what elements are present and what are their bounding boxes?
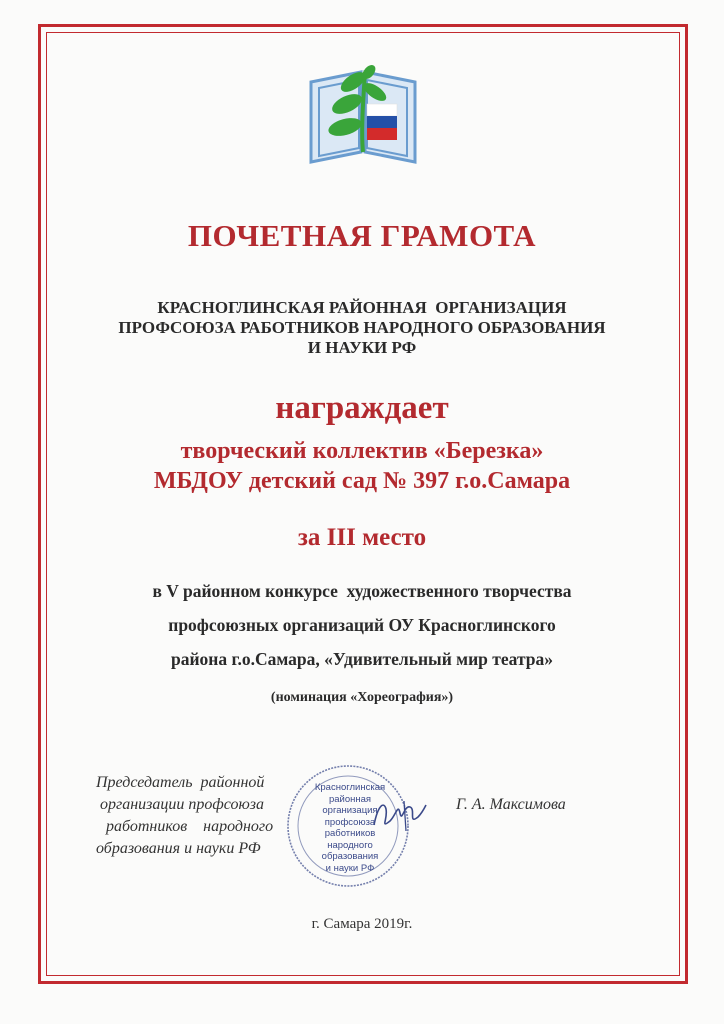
organization-line-3: И НАУКИ РФ bbox=[307, 338, 417, 357]
document-title: ПОЧЕТНАЯ ГРАМОТА bbox=[187, 218, 537, 253]
handwritten-signature-icon bbox=[370, 795, 430, 835]
stamp-line-7: образования bbox=[321, 851, 379, 862]
signatory-title-line-1: Председатель районной bbox=[96, 774, 265, 791]
organization-line-1: КРАСНОГЛИНСКАЯ РАЙОННАЯ ОРГАНИЗАЦИЯ bbox=[157, 298, 567, 317]
profsoyuz-logo-icon bbox=[303, 52, 423, 172]
stamp-line-8: и науки РФ bbox=[325, 862, 375, 874]
stamp-line-2: районная bbox=[328, 793, 372, 805]
contest-line-3: района г.о.Самара, «Удивительный мир театра» bbox=[170, 649, 553, 669]
achievement: за III место bbox=[297, 524, 427, 551]
signatory-title-line-2: организации профсоюза bbox=[100, 796, 265, 813]
recipient-line-2: МБДОУ детский сад № 397 г.о.Самара bbox=[153, 468, 571, 494]
signatory-name: Г. А. Максимова bbox=[456, 796, 566, 813]
stamp-line-6: народного bbox=[327, 839, 373, 851]
nomination: (номинация «Хореография») bbox=[270, 690, 454, 705]
organization-name bbox=[0, 298, 724, 358]
stamp-line-4: профсоюза bbox=[324, 816, 376, 828]
award-verb: награждает bbox=[275, 390, 449, 426]
contest-line-2: профсоюзных организаций ОУ Красноглинского bbox=[168, 615, 556, 635]
signatory-title-line-3: работников народного bbox=[106, 818, 274, 835]
organization-line-2: ПРОФСОЮЗА РАБОТНИКОВ НАРОДНОГО ОБРАЗОВАНИЯ bbox=[118, 318, 606, 337]
contest-description bbox=[0, 574, 724, 676]
recipient-line-1: творческий коллектив «Березка» bbox=[180, 438, 544, 464]
signatory-title-line-4: образования и науки РФ bbox=[96, 840, 261, 857]
recipient bbox=[0, 436, 724, 496]
stamp-line-3: организация bbox=[322, 805, 378, 816]
place-and-date: г. Самара 2019г. bbox=[311, 916, 413, 932]
contest-line-1: в V районном конкурсе художественного творчества bbox=[152, 581, 572, 601]
stamp-line-5: работников bbox=[324, 828, 376, 839]
stamp-line-1: Красноглинская bbox=[314, 782, 386, 793]
